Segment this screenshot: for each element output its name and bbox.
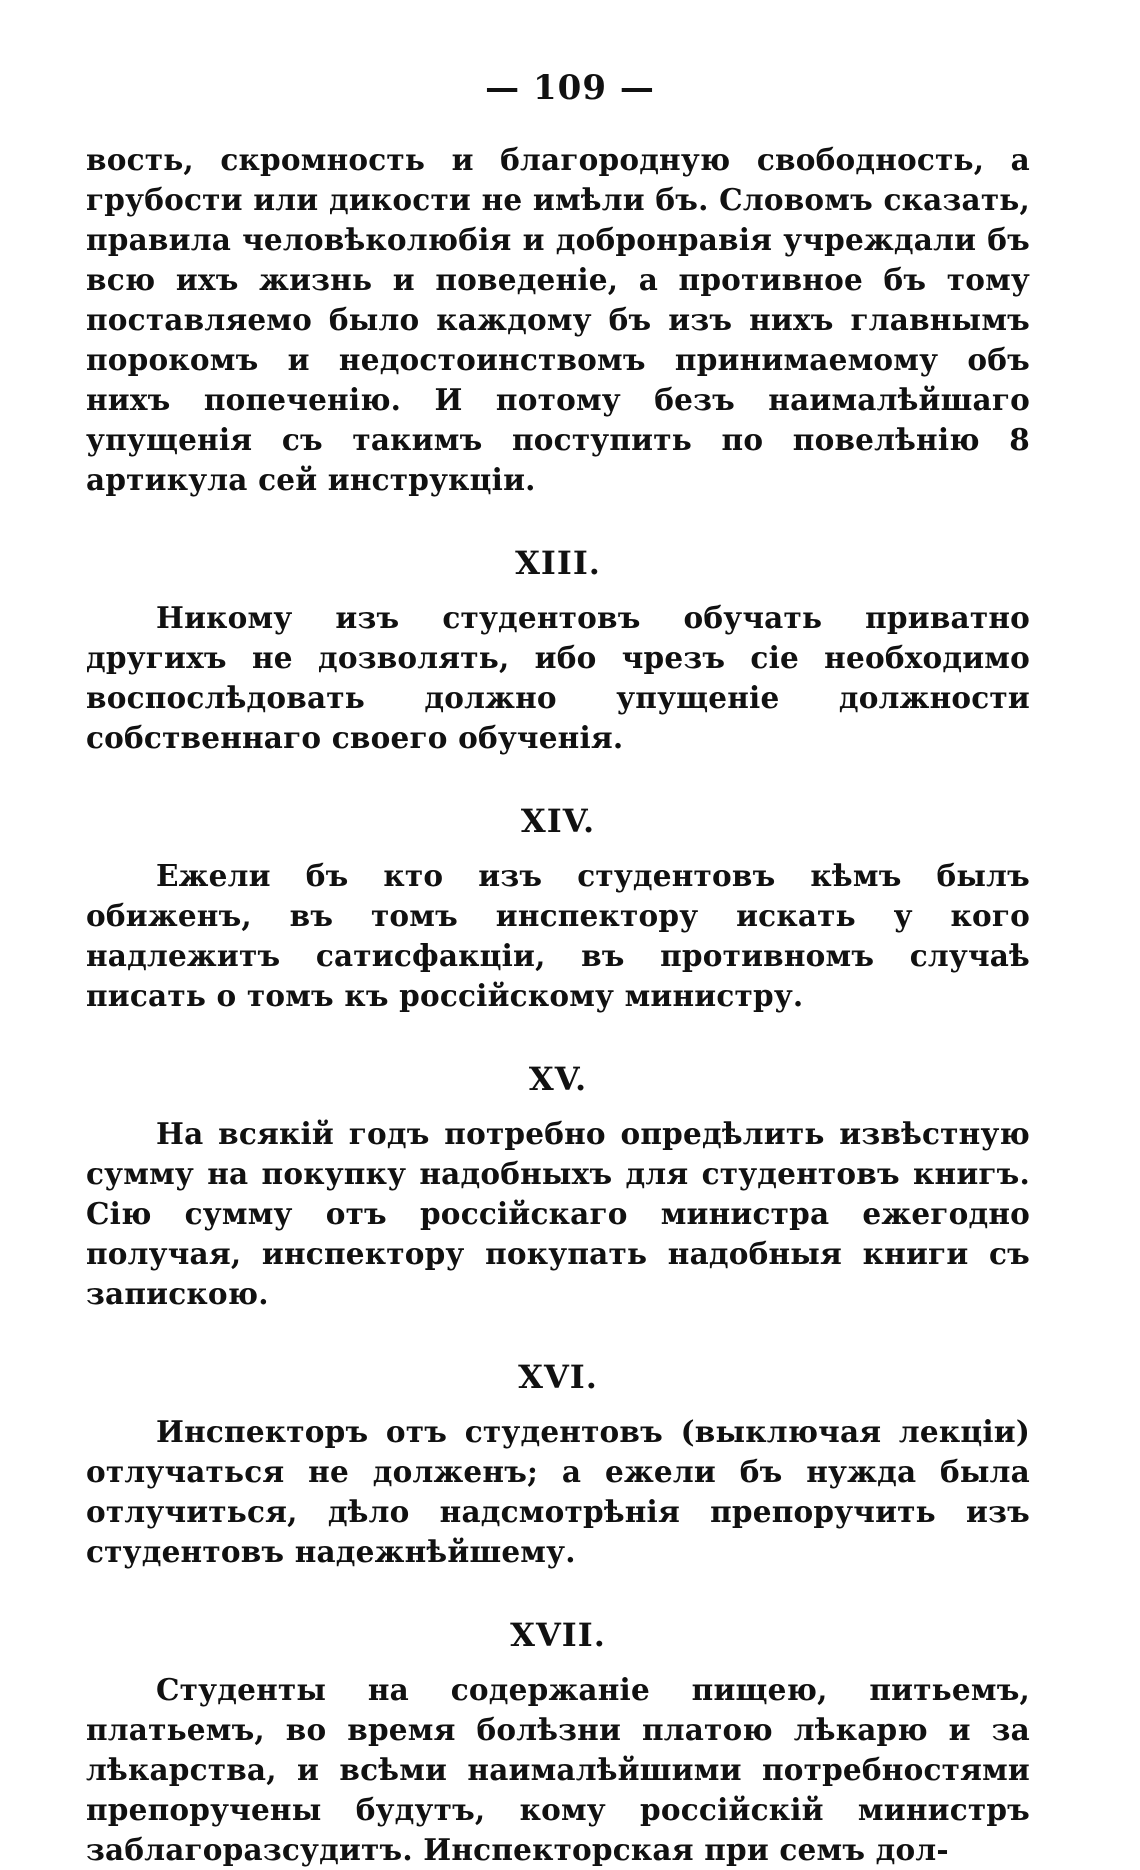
section-text-xvi: Инспекторъ отъ студентовъ (выключая лекціи) отлучаться не долженъ; а ежели бъ нужда была отлучиться, дѣло надсмотрѣнія препоручить изъ студентовъ надежнѣйшему. [86,1414,1030,1569]
section-text-xiv: Ежели бъ кто изъ студентовъ кѣмъ былъ обиженъ, въ томъ инспектору искать у кого надлежитъ сатисфакціи, въ противномъ случаѣ писать о томъ къ россійскому министру. [86,858,1030,1013]
section-heading-xv: XV. [528,1060,588,1098]
section-heading-xvii: XVII. [510,1616,606,1654]
intro-paragraph: вость, скромность и благородную свободность, а грубости или дикости не имѣли бъ. Словомъ сказать, правила человѣколюбія и добронравія учреждали бъ всю ихъ жизнь и поведеніе, а противное бъ тому поставляемо было каждому бъ изъ нихъ главнымъ порокомъ и недостоинствомъ принимаемому объ нихъ попеченію. И потому безъ наималѣйшаго упущенія съ такимъ поступить по повелѣнію 8 артикула сей инструкціи. [86,142,1030,497]
section-heading-xiii: XIII. [515,544,601,582]
section-text-xvii: Студенты на содержаніе пищею, питьемъ, платьемъ, во время болѣзни платою лѣкарю и за лѣкарства, и всѣми наималѣйшими потребностями препоручены будутъ, кому россійскій министръ заблагоразсудитъ. Инспекторская при семъ дол- [86,1672,1030,1867]
section-heading-xiv: XIV. [520,802,596,840]
section-heading-xvi: XVI. [518,1358,598,1396]
section-text-xv: На всякій годъ потребно опредѣлить извѣстную сумму на покупку надобныхъ для студентовъ книгъ. Сію сумму отъ россійскаго министра ежегодно получая, инспектору покупать надобныя книги съ запискою. [86,1116,1030,1311]
text-column [86,140,1030,1870]
page-number: — 109 — [485,68,655,108]
section-text-xiii: Никому изъ студентовъ обучать приватно другихъ не дозволять, ибо чрезъ сіе необходимо воспослѣдовать должно упущеніе должности собственнаго своего обученія. [86,600,1030,755]
